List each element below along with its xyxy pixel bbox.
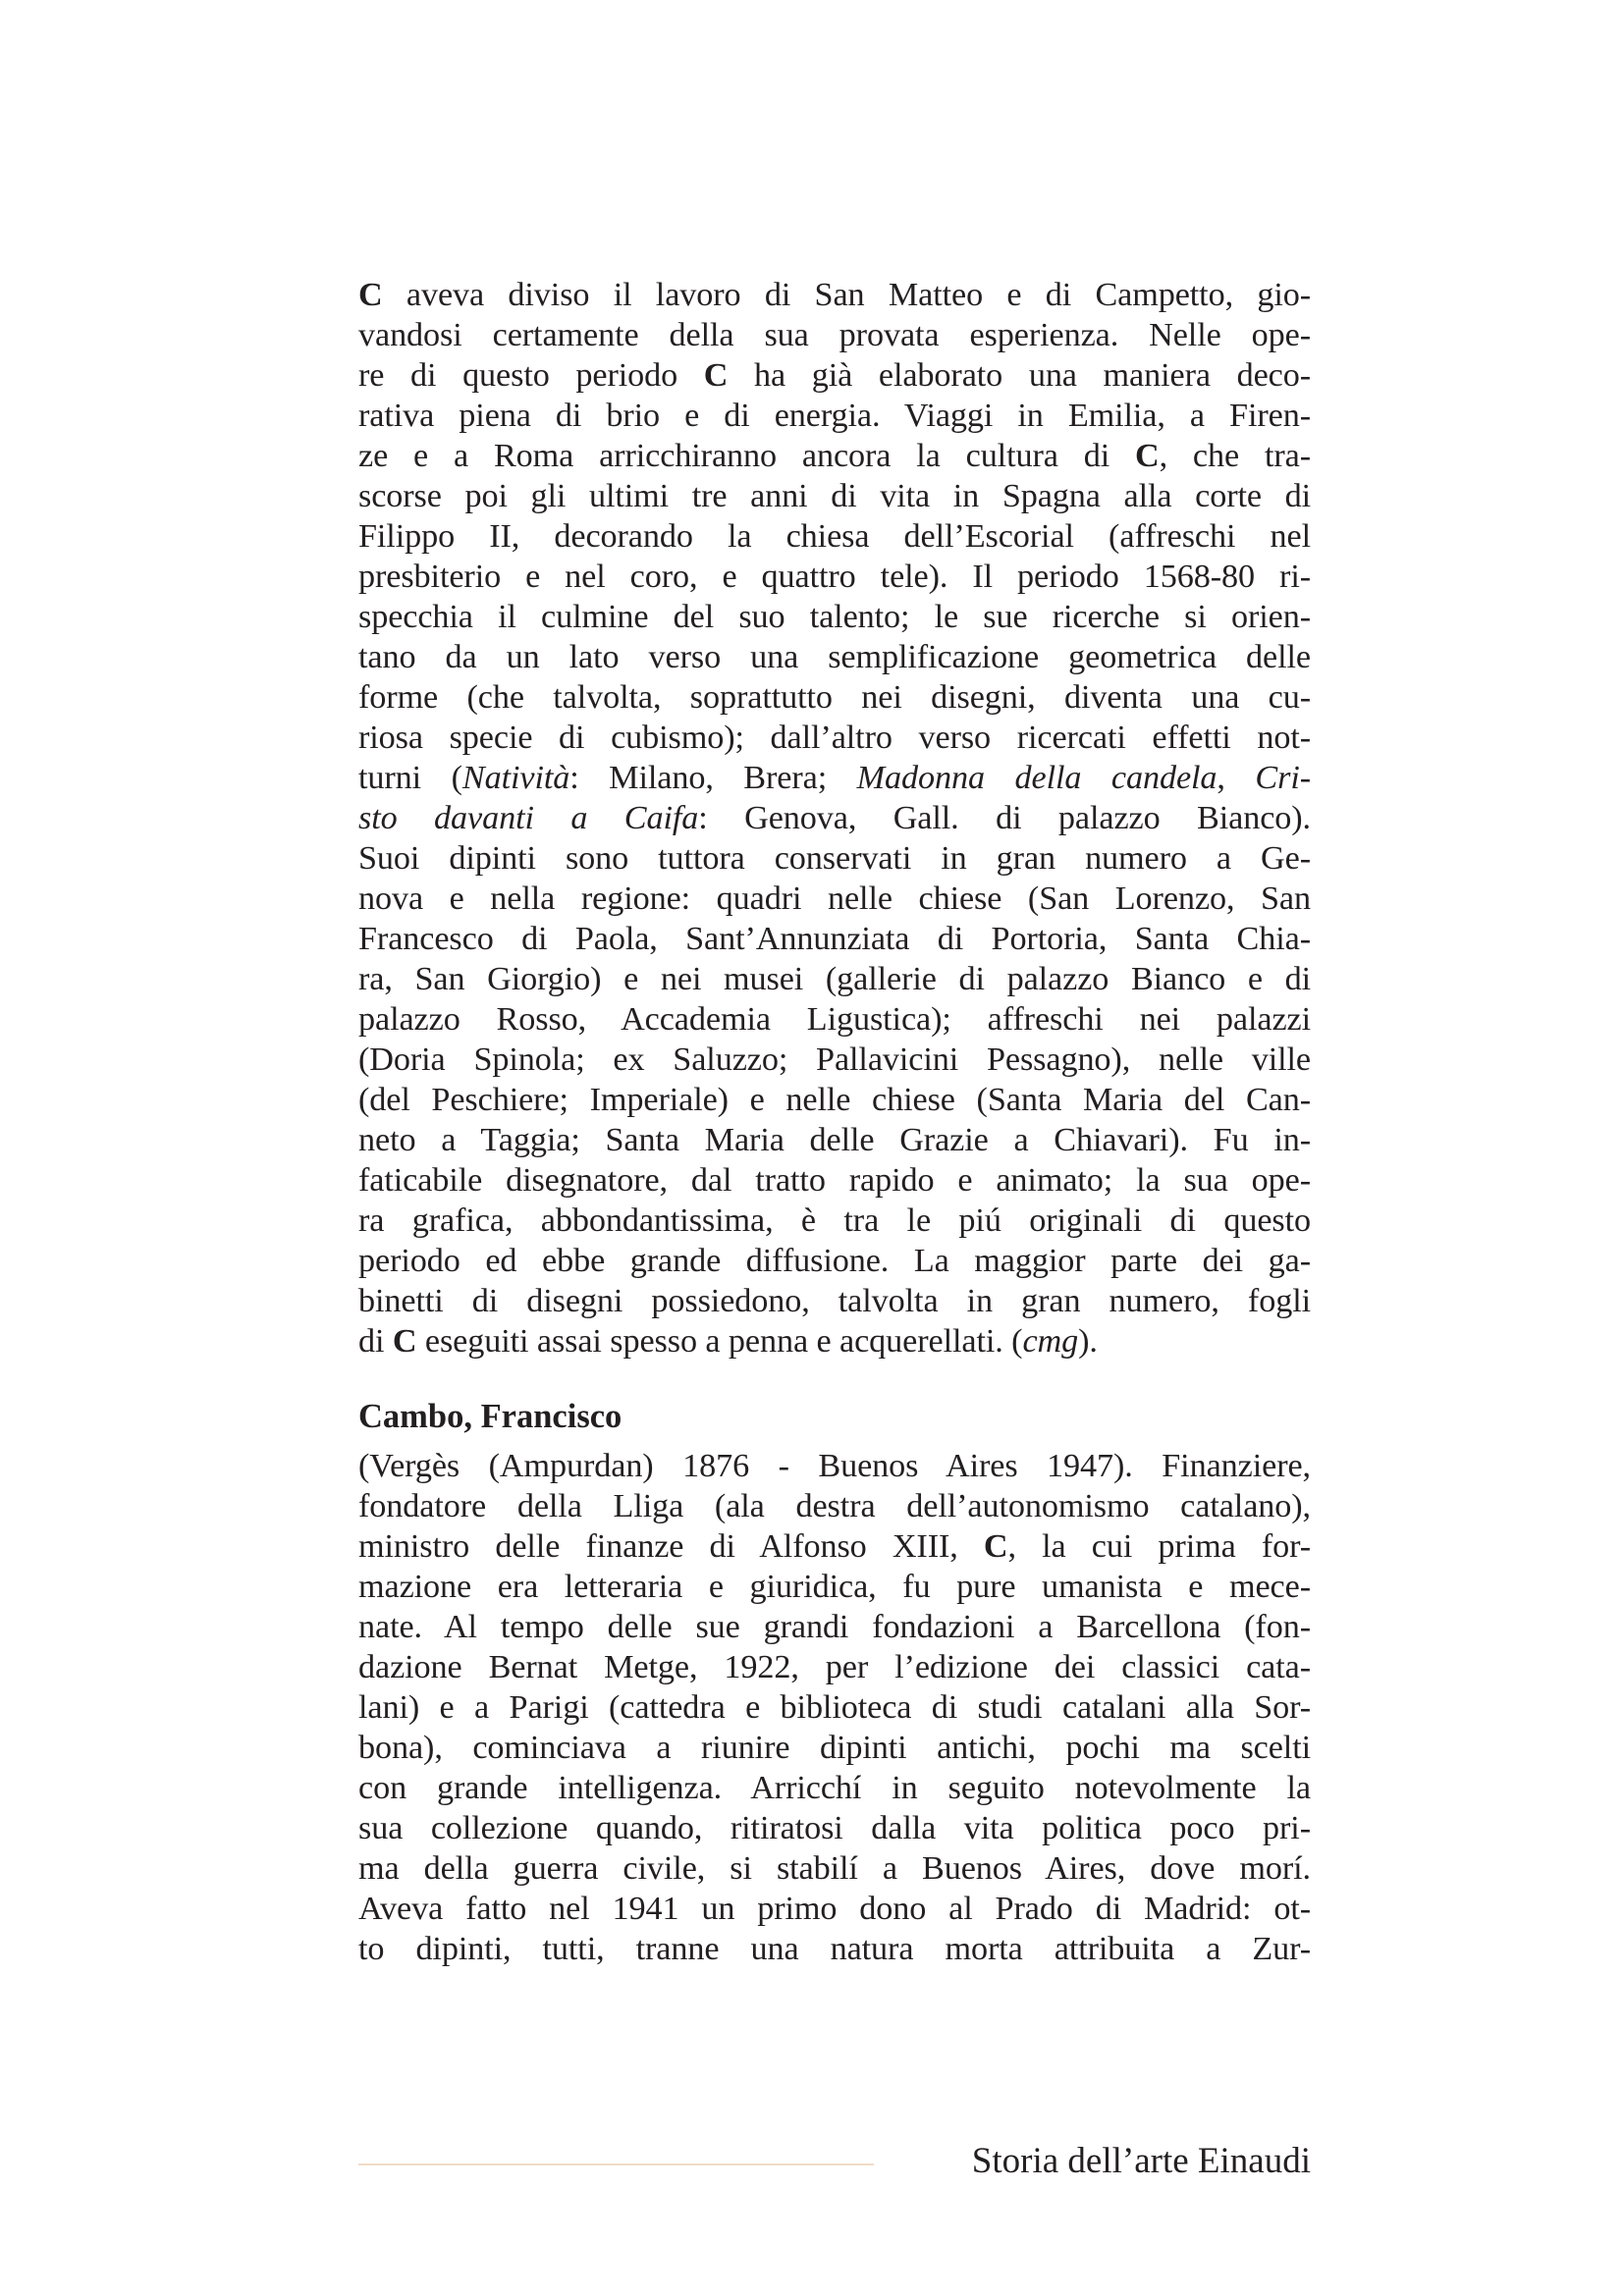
text-line — [358, 1281, 1311, 1321]
text-run: scorse poi gli ultimi tre anni di vita in Spagna alla corte di — [358, 478, 1311, 514]
text-run: ma della guerra civile, si stabilí a Buenos Aires, dove morí. — [358, 1850, 1311, 1887]
text-run: palazzo Rosso, Accademia Ligustica); affreschi nei palazzi — [358, 1001, 1311, 1038]
text-run: neto a Taggia; Santa Maria delle Grazie a Chiavari). Fu in- — [358, 1122, 1311, 1158]
text-line — [358, 1808, 1311, 1848]
text-line — [358, 1040, 1311, 1080]
text-run: rativa piena di brio e di energia. Viaggi in Emilia, a Firen- — [358, 398, 1311, 434]
text-line — [358, 879, 1311, 919]
text-line — [358, 275, 1311, 315]
text-line — [358, 1687, 1311, 1728]
text-run: Natività — [461, 760, 570, 796]
text-run: Cri- — [1255, 760, 1311, 796]
text-line — [358, 1607, 1311, 1647]
text-line — [358, 1080, 1311, 1120]
text-run: sto davanti a Caifa — [358, 800, 699, 836]
text-run: , che tra- — [1159, 438, 1311, 474]
text-run: Aveva fatto nel 1941 un primo dono al Prado di Madrid: ot- — [358, 1891, 1311, 1927]
text-run: re di questo periodo — [358, 357, 704, 394]
text-run: forme (che talvolta, soprattutto nei disegni, diventa una cu- — [358, 679, 1311, 716]
text-run: tano da un lato verso una semplificazione geometrica delle — [358, 639, 1311, 675]
text-run: eseguiti assai spesso a penna e acquerellati. ( — [416, 1323, 1023, 1360]
text-line — [358, 718, 1311, 758]
text-run: , — [1217, 760, 1256, 796]
entry-body — [358, 1446, 1311, 1969]
text-line — [358, 1120, 1311, 1160]
text-line — [358, 999, 1311, 1040]
text-line — [358, 919, 1311, 959]
text-run: Suoi dipinti sono tuttora conservati in gran numero a Ge- — [358, 840, 1311, 877]
text-run: specchia il culmine del suo talento; le sue ricerche si orien- — [358, 599, 1311, 635]
text-line — [358, 557, 1311, 597]
text-line — [358, 1728, 1311, 1768]
text-run: ha già elaborato una maniera deco- — [728, 357, 1312, 394]
text-line — [358, 1201, 1311, 1241]
text-run: binetti di disegni possiedono, talvolta in gran numero, fogli — [358, 1283, 1311, 1319]
entry-heading: Cambo, Francisco — [358, 1398, 622, 1435]
text-run: nova e nella regione: quadri nelle chiese (San Lorenzo, San — [358, 881, 1311, 917]
text-column — [358, 275, 1311, 1969]
text-run: aveva diviso il lavoro di San Matteo e di Campetto, gio- — [382, 277, 1311, 313]
text-run: C — [1135, 438, 1160, 474]
text-run: dazione Bernat Metge, 1922, per l’edizione dei classici cata- — [358, 1649, 1311, 1685]
text-run: presbiterio e nel coro, e quattro tele). Il periodo 1568-80 ri- — [358, 559, 1311, 595]
text-line — [358, 355, 1311, 396]
text-line — [358, 959, 1311, 999]
entry-body — [358, 275, 1311, 1362]
text-line — [358, 637, 1311, 677]
text-run: vandosi certamente della sua provata esperienza. Nelle ope- — [358, 317, 1311, 353]
text-line — [358, 1486, 1311, 1526]
text-run: C — [358, 277, 383, 313]
text-run: faticabile disegnatore, dal tratto rapido e animato; la sua ope- — [358, 1162, 1311, 1199]
text-run: ). — [1078, 1323, 1098, 1360]
text-line — [358, 1647, 1311, 1687]
text-line — [358, 1160, 1311, 1201]
text-line — [358, 1567, 1311, 1607]
text-line — [358, 396, 1311, 436]
text-line — [358, 1241, 1311, 1281]
text-run: (Doria Spinola; ex Saluzzo; Pallavicini Pessagno), nelle ville — [358, 1041, 1311, 1078]
text-run: mazione era letteraria e giuridica, fu pure umanista e mece- — [358, 1569, 1311, 1605]
text-line — [358, 838, 1311, 879]
text-line — [358, 677, 1311, 718]
text-run: Filippo II, decorando la chiesa dell’Escorial (affreschi nel — [358, 518, 1311, 555]
text-line — [358, 516, 1311, 557]
text-run: ze e a Roma arricchiranno ancora la cultura di — [358, 438, 1135, 474]
text-run: C — [703, 357, 729, 394]
text-run: con grande intelligenza. Arricchí in seguito notevolmente la — [358, 1770, 1311, 1806]
text-line — [358, 1321, 1311, 1362]
text-run: ra, San Giorgio) e nei musei (gallerie di palazzo Bianco e di — [358, 961, 1311, 997]
text-line — [358, 758, 1311, 798]
text-run: periodo ed ebbe grande diffusione. La maggior parte dei ga- — [358, 1243, 1311, 1279]
text-run: Madonna della candela — [856, 760, 1217, 796]
text-run: cmg — [1022, 1323, 1079, 1360]
text-run: ministro delle finanze di Alfonso XIII, — [358, 1528, 984, 1565]
text-run: lani) e a Parigi (cattedra e biblioteca di studi catalani alla Sor- — [358, 1689, 1311, 1726]
text-run: fondatore della Lliga (ala destra dell’autonomismo catalano), — [358, 1488, 1311, 1524]
text-run: to dipinti, tutti, tranne una natura morta attribuita a Zur- — [358, 1931, 1311, 1967]
text-line — [358, 1848, 1311, 1889]
text-run: sua collezione quando, ritiratosi dalla vita politica poco pri- — [358, 1810, 1311, 1846]
text-run: (del Peschiere; Imperiale) e nelle chiese (Santa Maria del Can- — [358, 1082, 1311, 1118]
text-line — [358, 436, 1311, 476]
text-run: : Milano, Brera; — [569, 760, 857, 796]
text-run: bona), cominciava a riunire dipinti antichi, pochi ma scelti — [358, 1730, 1311, 1766]
text-line — [358, 1889, 1311, 1929]
text-run: (Vergès (Ampurdan) 1876 - Buenos Aires 1947). Finanziere, — [358, 1448, 1311, 1484]
text-run: C — [392, 1323, 417, 1360]
text-run: nate. Al tempo delle sue grandi fondazioni a Barcellona (fon- — [358, 1609, 1311, 1645]
text-line — [358, 1526, 1311, 1567]
text-line — [358, 1929, 1311, 1969]
text-run: turni ( — [358, 760, 462, 796]
text-line — [358, 798, 1311, 838]
text-run: ra grafica, abbondantissima, è tra le piú originali di questo — [358, 1202, 1311, 1239]
text-run: C — [983, 1528, 1008, 1565]
text-line — [358, 476, 1311, 516]
text-run: di — [358, 1323, 393, 1360]
text-run: Francesco di Paola, Sant’Annunziata di Portoria, Santa Chia- — [358, 921, 1311, 957]
footer-title: Storia dell’arte Einaudi — [971, 2141, 1311, 2181]
text-run: , la cui prima for- — [1007, 1528, 1311, 1565]
text-line — [358, 597, 1311, 637]
text-run: riosa specie di cubismo); dall’altro verso ricercati effetti not- — [358, 720, 1311, 756]
footer-rule — [358, 2163, 874, 2165]
text-line — [358, 315, 1311, 355]
text-line — [358, 1768, 1311, 1808]
text-run: : Genova, Gall. di palazzo Bianco). — [698, 800, 1312, 836]
text-line — [358, 1446, 1311, 1486]
